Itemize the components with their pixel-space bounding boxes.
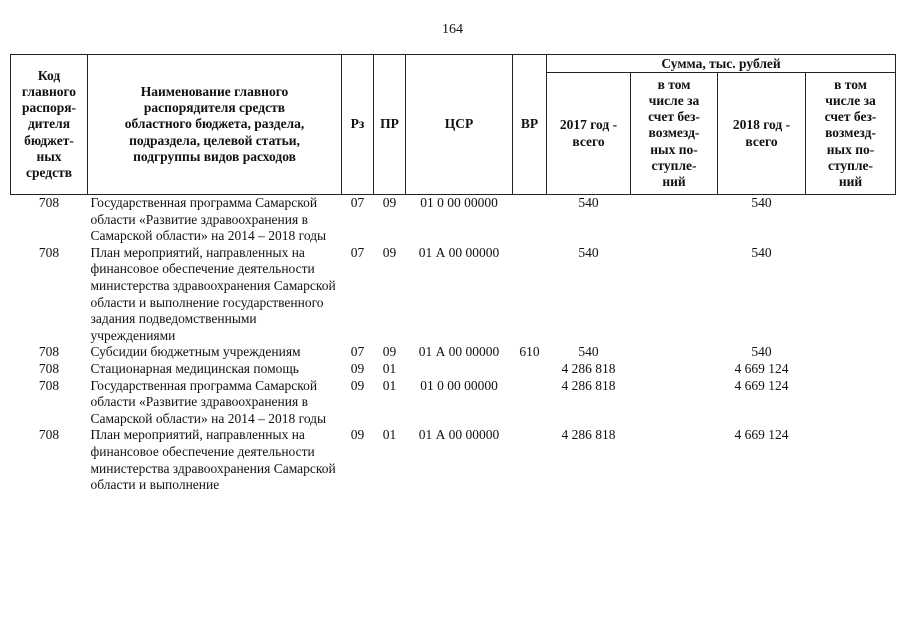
cell-code: 708 [38,377,60,393]
table-row [11,361,896,378]
cell-csr: 01 А 00 00000 [418,244,500,260]
cell-pr: 01 [382,360,397,376]
cell-vr [513,427,547,493]
cell-csr: 01 А 00 00000 [418,427,500,443]
cell-rz: 09 [350,360,365,376]
cell-csr [406,361,513,378]
cell-incl-2018 [806,427,896,493]
cell-total-2017: 4 286 818 [561,377,616,393]
header-text-i17: в том числе за счет без-возмезд-ных по-ступле-ний [648,76,700,189]
cell-pr: 09 [382,344,397,360]
cell-incl-2017 [631,427,718,493]
cell-vr [513,378,547,428]
header-sum: Сумма, тыс. рублей [547,55,896,73]
table-row [11,245,896,345]
cell-name: План мероприятий, направленных на финансовое обеспечение деятельности министерства здравоохранения Самарской области и выполнение государственного задания подведомственными учреждениями [90,244,336,343]
header-total-2018 [718,73,806,195]
header-text-i18: в том числе за счет без-возмезд-ных по-ступле-ний [824,76,877,189]
cell-incl-2018 [806,195,896,245]
header-text-code: Код главного распоря-дителя бюджет-ных средств [21,67,77,180]
cell-incl-2018 [806,361,896,378]
cell-total-2018: 4 669 124 [734,377,789,393]
cell-vr [513,245,547,345]
table-row [11,427,896,493]
cell-total-2018: 4 669 124 [734,427,789,443]
cell-pr: 01 [382,427,397,443]
table-row [11,378,896,428]
cell-code: 708 [38,244,60,260]
header-text-t17: 2017 год - всего [559,117,618,149]
cell-incl-2018 [806,378,896,428]
header-rz: Рз [342,55,374,195]
cell-rz: 07 [350,244,365,260]
header-total-2017 [547,73,631,195]
page-number: 164 [442,22,463,37]
cell-rz: 09 [350,377,365,393]
cell-code: 708 [38,427,60,443]
cell-total-2017: 540 [578,244,599,260]
cell-code: 708 [38,360,60,376]
cell-incl-2017 [631,378,718,428]
table-row [11,195,896,245]
header-code [11,55,88,195]
cell-name: Государственная программа Самарской области «Развитие здравоохранения в Самарской области» на 2014 – 2018 годы [90,377,327,426]
cell-incl-2017 [631,195,718,245]
cell-name: Субсидии бюджетным учреждениям [90,344,301,360]
header-pr: ПР [374,55,406,195]
header-text-name: Наименование главного распорядителя средств областного бюджета, раздела, подраздела, целевой статьи, подгруппы видов расходов [124,83,305,164]
cell-vr: 610 [519,344,540,360]
cell-total-2018: 540 [751,244,772,260]
header-text-t18: 2018 год - всего [732,117,791,149]
table-header [11,55,896,195]
cell-total-2018: 4 669 124 [734,360,789,376]
cell-rz: 07 [350,344,365,360]
cell-code: 708 [38,344,60,360]
cell-pr: 01 [382,377,397,393]
header-incl-2018 [806,73,896,195]
cell-total-2017: 540 [578,195,599,210]
cell-incl-2017 [631,344,718,361]
header-incl-2017 [631,73,718,195]
cell-incl-2018 [806,344,896,361]
cell-total-2018: 540 [751,344,772,360]
cell-total-2017: 4 286 818 [561,427,616,443]
cell-rz: 07 [350,195,365,210]
table-body [11,195,896,494]
cell-csr: 01 0 00 00000 [420,195,498,210]
header-vr: ВР [513,55,547,195]
cell-code: 708 [38,195,60,210]
budget-table [10,54,896,494]
cell-name: Государственная программа Самарской области «Развитие здравоохранения в Самарской области» на 2014 – 2018 годы [90,195,327,244]
cell-csr: 01 0 00 00000 [420,377,498,393]
header-name [88,55,342,195]
cell-csr: 01 А 00 00000 [418,344,500,360]
cell-incl-2018 [806,245,896,345]
cell-incl-2017 [631,245,718,345]
cell-name: Стационарная медицинская помощь [90,360,299,376]
cell-total-2017: 4 286 818 [561,360,616,376]
cell-total-2018: 540 [751,195,772,210]
cell-pr: 09 [382,195,397,210]
cell-total-2017: 540 [578,344,599,360]
header-csr: ЦСР [406,55,513,195]
cell-vr [513,195,547,245]
cell-pr: 09 [382,244,397,260]
cell-rz: 09 [350,427,365,443]
cell-name: План мероприятий, направленных на финансовое обеспечение деятельности министерства здравоохранения Самарской области и выполнение [90,427,336,493]
table-row [11,344,896,361]
cell-incl-2017 [631,361,718,378]
cell-vr [513,361,547,378]
